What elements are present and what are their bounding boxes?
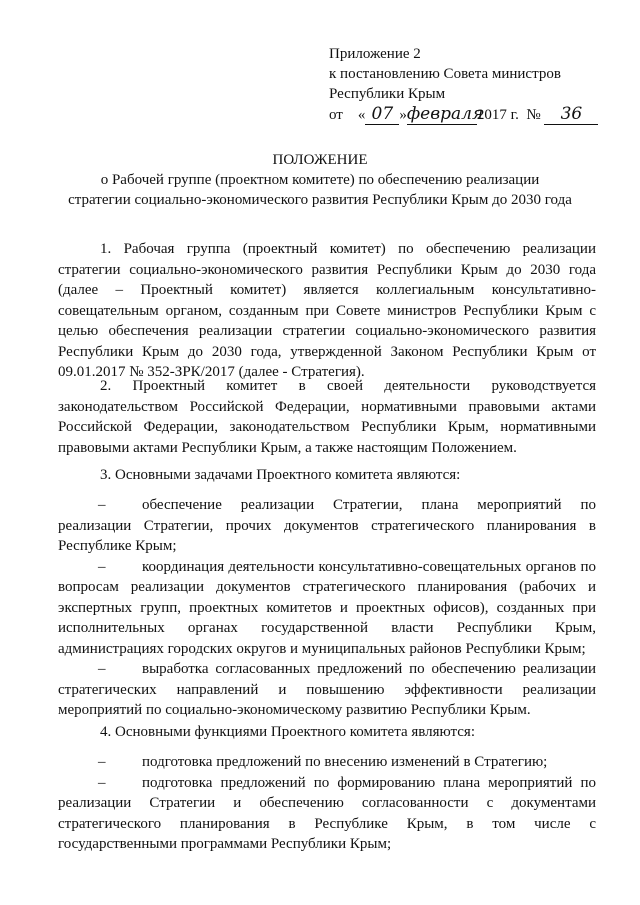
list-item-text: подготовка предложений по внесению изменений в Стратегию; [142, 754, 548, 770]
document-title: ПОЛОЖЕНИЕ [272, 152, 368, 168]
paragraph-1 [58, 239, 596, 383]
dash-bullet: – [98, 774, 106, 791]
appendix-header [329, 44, 629, 125]
dash-bullet: – [98, 497, 106, 513]
appendix-date-line [329, 104, 629, 125]
paragraph-3-heading-text: 3. Основными задачами Проектного комитета являются: [100, 467, 461, 483]
list-item-text: выработка согласованных предложений по обеспечению реализации стратегических направлений и повышению эффективности реализации мероприятий по социально-экономическому развитию Республики Крым. [58, 661, 596, 718]
appendix-line-2: к постановлению Совета министров [329, 66, 561, 82]
paragraph-4-heading-text: 4. Основными функциями Проектного комитета являются: [100, 724, 475, 740]
list-item [58, 752, 596, 773]
paragraph-3-list [58, 495, 596, 721]
document-subtitle-1: о Рабочей группе (проектном комитете) по обеспечению реализации [100, 172, 540, 188]
paragraph-1-text: 1. Рабочая группа (проектный комитет) по обеспечению реализации стратегии социально-экономического развития Республики Крым до 2030 года (далее – Проектный комитет) является коллегиальным консультативно-совещательным органом, созданным при Совете министров Республики Крым с целью обеспечения реализации стратегии социально-экономического развития Республики Крым до 2030 года, утвержденной Законом Республики Крым от 09.01.2017 № 352-ЗРК/2017 (далее - Стратегия). [58, 241, 596, 380]
dash-bullet: – [98, 661, 106, 677]
appendix-line-1: Приложение 2 [329, 46, 421, 62]
list-item-text: подготовка предложений по формированию плана мероприятий по реализации Стратегии и обеспечению согласованности с документами стратегического планирования в Республике Крым, в том числе с государственными программами Республики Крым; [58, 774, 596, 852]
paragraph-2 [58, 376, 596, 458]
handwritten-number: 36 [544, 104, 598, 125]
paragraph-4-list [58, 752, 596, 855]
dash-bullet: – [98, 754, 106, 770]
quote-open: « [357, 107, 366, 123]
list-item-text: обеспечение реализации Стратегии, плана мероприятий по реализации Стратегии, прочих документов стратегического планирования в Республике Крым; [58, 497, 596, 554]
appendix-line-3: Республики Крым [329, 86, 446, 102]
list-item [58, 659, 596, 721]
document-subtitle-2: стратегии социально-экономического развития Республики Крым до 2030 года [68, 192, 572, 208]
handwritten-month: февраля [406, 104, 484, 124]
list-item-text: координация деятельности консультативно-совещательных органов по вопросам реализации документов стратегического планирования (рабочих и экспертных групп, проектных комитетов и проектных офисов), созданных при исполнительных органах государственной власти Республики Крым, администрациях городских округов и муниципальных районов Республики Крым; [58, 558, 596, 657]
handwritten-day: 07 [365, 104, 399, 125]
list-item [58, 495, 596, 557]
paragraph-4-heading [58, 722, 596, 743]
number-prefix: № [526, 107, 541, 123]
quote-close: » [399, 107, 407, 123]
dash-bullet: – [98, 558, 106, 575]
paragraph-2-text: 2. Проектный комитет в своей деятельности руководствуется законодательством Российской Федерации, нормативными правовыми актами Российской Федерации, законодательством Республики Крым, нормативными правовыми актами Республики Крым, а также настоящим Положением. [58, 378, 596, 456]
date-prefix: от [329, 107, 343, 123]
paragraph-3-heading [58, 465, 596, 486]
list-item [58, 557, 596, 660]
list-item [58, 773, 596, 855]
year-text: 2017 г. [476, 107, 519, 123]
